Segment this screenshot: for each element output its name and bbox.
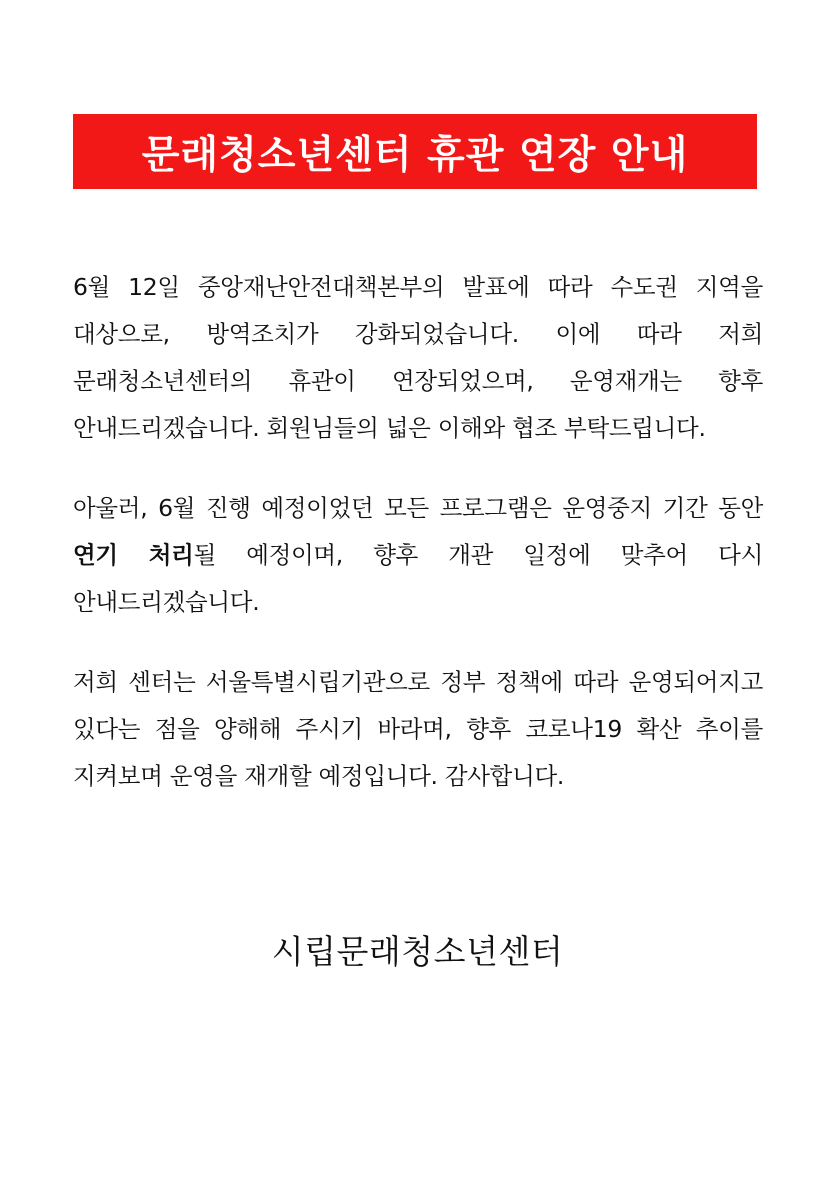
notice-title: 문래청소년센터 휴관 연장 안내 xyxy=(141,132,689,178)
organization-signature: 시립문래청소년센터 xyxy=(271,932,564,971)
paragraph-policy-thanks: 저희 센터는 서울특별시립기관으로 정부 정책에 따라 운영되어지고 있다는 점을 양해해 주시기 바라며, 향후 코로나19 확산 추이를 지켜보며 운영을 재개할 예정입니다. 감사합니다. xyxy=(73,668,763,790)
paragraph-program-text-end: 될 예정이며, 향후 개관 일정에 맞추어 다시 안내드리겠습니다. xyxy=(73,541,763,616)
paragraph-program-emphasis: 연기 처리 xyxy=(73,541,194,569)
notice-body xyxy=(73,264,763,800)
paragraph-program-postponement xyxy=(73,485,763,626)
notice-title-banner xyxy=(73,114,757,189)
paragraph-closure-extension: 6월 12일 중앙재난안전대책본부의 발표에 따라 수도권 지역을 대상으로, 방역조치가 강화되었습니다. 이에 따라 저희 문래청소년센터의 휴관이 연장되었으며, 운영재개는 향후 안내드리겠습니다. 회원님들의 넓은 이해와 협조 부탁드립니다. xyxy=(73,273,763,442)
paragraph-program-text-start: 아울러, 6월 진행 예정이었던 모든 프로그램은 운영중지 기간 동안 xyxy=(73,494,763,522)
